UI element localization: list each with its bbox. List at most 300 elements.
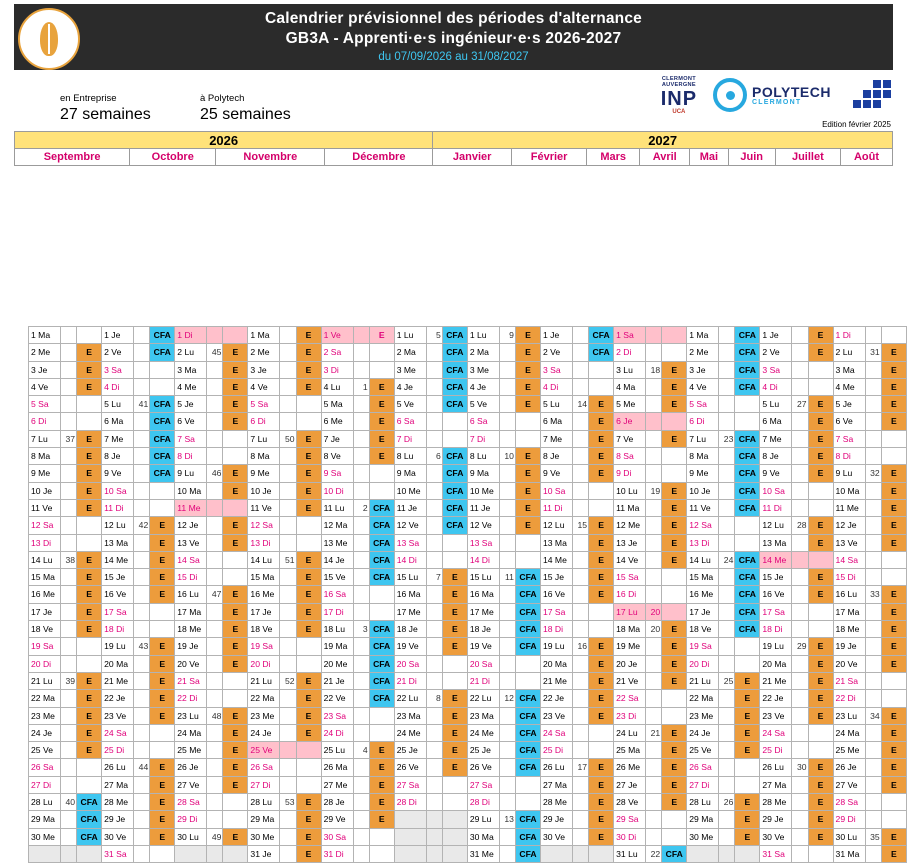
day-status: E	[150, 828, 175, 845]
week-number	[280, 361, 296, 378]
week-number	[61, 707, 77, 724]
week-number	[865, 430, 881, 447]
day-status	[369, 586, 394, 603]
day-status: E	[881, 465, 906, 482]
day-status: E	[77, 603, 102, 620]
week-number	[353, 690, 369, 707]
day-status: E	[296, 811, 321, 828]
week-number	[646, 551, 662, 568]
week-number	[134, 551, 150, 568]
week-number	[865, 672, 881, 689]
day-status	[881, 430, 906, 447]
day-label: 16 Me	[687, 586, 719, 603]
week-number: 1	[353, 378, 369, 395]
day-label: 30 Lu	[833, 828, 865, 845]
week-number	[865, 534, 881, 551]
day-label: 1 Je	[540, 327, 572, 344]
day-status	[808, 499, 833, 516]
day-status: E	[662, 361, 687, 378]
week-number	[61, 448, 77, 465]
week-number	[646, 499, 662, 516]
day-status	[296, 396, 321, 413]
week-number: 40	[61, 794, 77, 811]
day-status: CFA	[515, 724, 540, 741]
day-status: E	[150, 776, 175, 793]
day-status: E	[589, 586, 614, 603]
day-label: 6 Ve	[175, 413, 207, 430]
week-number	[353, 465, 369, 482]
week-number	[573, 551, 589, 568]
day-status: E	[296, 465, 321, 482]
day-status: E	[442, 690, 467, 707]
day-label: 20 Di	[248, 655, 280, 672]
week-number	[61, 690, 77, 707]
week-number	[792, 621, 808, 638]
day-label: 26 Sa	[248, 759, 280, 776]
week-number	[792, 465, 808, 482]
day-status: E	[515, 465, 540, 482]
day-label: 29 Ve	[321, 811, 353, 828]
day-label: 26 Lu	[760, 759, 792, 776]
day-label: 4 Me	[833, 378, 865, 395]
week-number	[792, 776, 808, 793]
day-label: 9 Ma	[467, 465, 499, 482]
week-number	[353, 396, 369, 413]
week-number	[792, 707, 808, 724]
week-number: 3	[353, 621, 369, 638]
calendar-row	[29, 361, 907, 378]
day-label: 25 Di	[102, 742, 134, 759]
day-label: 21 Me	[540, 672, 572, 689]
week-number	[207, 534, 223, 551]
week-number	[865, 845, 881, 862]
day-status: CFA	[150, 327, 175, 344]
day-status	[881, 811, 906, 828]
day-status: E	[223, 724, 248, 741]
day-label: 11 Ve	[687, 499, 719, 516]
week-number	[646, 396, 662, 413]
day-label: 1 Je	[102, 327, 134, 344]
day-label: 29 Sa	[614, 811, 646, 828]
day-status: E	[296, 690, 321, 707]
day-status: E	[442, 707, 467, 724]
day-label: 25 Je	[467, 742, 499, 759]
day-label: 16 Di	[614, 586, 646, 603]
day-label: 9 Ma	[394, 465, 426, 482]
day-status: E	[442, 724, 467, 741]
day-label: 20 Me	[321, 655, 353, 672]
calendar-row	[29, 638, 907, 655]
week-number	[426, 586, 442, 603]
day-status: E	[589, 828, 614, 845]
day-label: 26 Lu	[102, 759, 134, 776]
day-status: CFA	[735, 430, 760, 447]
week-number	[426, 811, 442, 828]
day-label: 12 Ve	[467, 517, 499, 534]
week-number	[280, 378, 296, 395]
day-label: 2 Me	[29, 344, 61, 361]
day-status	[735, 517, 760, 534]
year-row	[15, 132, 893, 149]
week-number	[499, 845, 515, 862]
day-status: CFA	[150, 430, 175, 447]
day-status	[77, 776, 102, 793]
day-label: 15 Lu	[394, 569, 426, 586]
day-status: E	[662, 482, 687, 499]
week-number	[719, 811, 735, 828]
day-label: 25 Lu	[321, 742, 353, 759]
day-label: 14 Me	[102, 551, 134, 568]
day-status	[515, 794, 540, 811]
calendar-row	[29, 655, 907, 672]
day-status: E	[150, 534, 175, 551]
week-number	[207, 430, 223, 447]
day-status	[223, 551, 248, 568]
day-label: 8 Lu	[467, 448, 499, 465]
day-status: CFA	[369, 569, 394, 586]
week-number	[207, 396, 223, 413]
day-status: E	[881, 828, 906, 845]
day-status: E	[296, 794, 321, 811]
header-title-line1: Calendrier prévisionnel des périodes d'alternance	[264, 10, 642, 27]
week-number	[426, 638, 442, 655]
week-number	[865, 603, 881, 620]
day-label: 12 Ma	[321, 517, 353, 534]
day-label: 30 Lu	[175, 828, 207, 845]
week-number: 6	[426, 448, 442, 465]
week-number	[353, 811, 369, 828]
week-number	[207, 517, 223, 534]
day-label: 18 Di	[760, 621, 792, 638]
week-number	[61, 638, 77, 655]
day-label: 1 Ma	[687, 327, 719, 344]
day-status: E	[808, 811, 833, 828]
day-status: E	[77, 690, 102, 707]
week-number	[792, 482, 808, 499]
day-status: CFA	[735, 569, 760, 586]
calendar-row	[29, 724, 907, 741]
year-header-2026: 2026	[15, 132, 433, 149]
day-label: 7 Me	[102, 430, 134, 447]
week-number	[353, 655, 369, 672]
week-number: 39	[61, 672, 77, 689]
week-number: 17	[573, 759, 589, 776]
day-status: CFA	[442, 448, 467, 465]
day-label: 6 Sa	[467, 413, 499, 430]
day-status: E	[662, 794, 687, 811]
day-label: 22 Ma	[687, 690, 719, 707]
day-label: 11 Di	[760, 499, 792, 516]
week-number	[499, 378, 515, 395]
day-label: 28 Lu	[29, 794, 61, 811]
week-number	[865, 396, 881, 413]
week-number	[792, 344, 808, 361]
day-label: 17 Je	[248, 603, 280, 620]
day-status: E	[515, 482, 540, 499]
week-number	[426, 742, 442, 759]
day-status: E	[808, 448, 833, 465]
day-label: 19 Ve	[467, 638, 499, 655]
day-status: E	[589, 534, 614, 551]
day-status: CFA	[442, 344, 467, 361]
month-header-avril: Avril	[640, 149, 690, 166]
day-status: E	[662, 672, 687, 689]
day-status: CFA	[150, 413, 175, 430]
day-label: 27 Ve	[833, 776, 865, 793]
day-label: 10 Je	[248, 482, 280, 499]
day-label: 13 Ma	[102, 534, 134, 551]
day-label: 16 Ve	[760, 586, 792, 603]
day-status: E	[735, 690, 760, 707]
week-number	[646, 638, 662, 655]
week-number	[865, 361, 881, 378]
day-label: 19 Sa	[687, 638, 719, 655]
week-number	[499, 482, 515, 499]
day-status	[735, 776, 760, 793]
week-number	[280, 499, 296, 516]
day-label: 9 Sa	[321, 465, 353, 482]
day-status: E	[808, 638, 833, 655]
day-label: 19 Ma	[321, 638, 353, 655]
week-number: 29	[792, 638, 808, 655]
day-label: 13 Sa	[467, 534, 499, 551]
week-number	[353, 517, 369, 534]
day-label: 10 Ma	[833, 482, 865, 499]
day-status	[442, 655, 467, 672]
day-status	[735, 845, 760, 862]
day-status: E	[808, 396, 833, 413]
week-number	[353, 430, 369, 447]
week-number	[865, 776, 881, 793]
day-label: 25 Ma	[614, 742, 646, 759]
day-label: 5 Lu	[540, 396, 572, 413]
week-number	[792, 690, 808, 707]
day-label: 8 Je	[540, 448, 572, 465]
day-status: E	[223, 396, 248, 413]
day-label: 26 Ve	[467, 759, 499, 776]
day-status: E	[515, 327, 540, 344]
day-status: E	[369, 742, 394, 759]
day-status	[881, 551, 906, 568]
day-label: 5 Ve	[467, 396, 499, 413]
day-label: 9 Lu	[833, 465, 865, 482]
week-number	[865, 413, 881, 430]
day-label: 28 Je	[321, 794, 353, 811]
day-status: E	[223, 759, 248, 776]
day-status	[589, 482, 614, 499]
day-status: E	[808, 430, 833, 447]
day-status: E	[223, 707, 248, 724]
week-number	[134, 742, 150, 759]
week-number	[207, 724, 223, 741]
week-number	[134, 811, 150, 828]
week-number: 31	[865, 344, 881, 361]
day-status: E	[881, 845, 906, 862]
week-number: 41	[134, 396, 150, 413]
week-number	[573, 845, 589, 862]
day-status: E	[589, 448, 614, 465]
day-status: E	[881, 361, 906, 378]
week-number: 51	[280, 551, 296, 568]
week-number	[61, 534, 77, 551]
day-status	[662, 603, 687, 620]
day-status: E	[223, 534, 248, 551]
day-status: E	[515, 517, 540, 534]
day-status	[442, 430, 467, 447]
week-number	[280, 327, 296, 344]
day-label: 23 Lu	[833, 707, 865, 724]
day-status	[223, 327, 248, 344]
week-number	[646, 569, 662, 586]
day-status: E	[369, 811, 394, 828]
day-label: 2 Ma	[394, 344, 426, 361]
day-label: 20 Ma	[102, 655, 134, 672]
week-number	[61, 378, 77, 395]
week-number	[792, 828, 808, 845]
day-status: E	[881, 534, 906, 551]
day-label: 14 Lu	[29, 551, 61, 568]
day-status: E	[296, 361, 321, 378]
day-status: E	[808, 413, 833, 430]
week-number	[61, 845, 77, 862]
day-status: CFA	[369, 655, 394, 672]
day-status: E	[515, 344, 540, 361]
week-number	[792, 430, 808, 447]
day-label	[175, 845, 207, 862]
day-status: E	[662, 396, 687, 413]
week-number	[134, 465, 150, 482]
day-label: 5 Sa	[29, 396, 61, 413]
day-label: 23 Ma	[394, 707, 426, 724]
day-label: 8 Sa	[614, 448, 646, 465]
day-status	[442, 672, 467, 689]
day-status: CFA	[369, 534, 394, 551]
week-number	[280, 413, 296, 430]
day-label: 1 Sa	[614, 327, 646, 344]
week-number: 12	[499, 690, 515, 707]
day-status: E	[223, 586, 248, 603]
day-label: 25 Ve	[687, 742, 719, 759]
day-label: 8 Di	[833, 448, 865, 465]
day-label: 3 Me	[394, 361, 426, 378]
day-label: 3 Lu	[614, 361, 646, 378]
day-label: 18 Ma	[614, 621, 646, 638]
day-label: 3 Di	[321, 361, 353, 378]
day-status: CFA	[442, 499, 467, 516]
day-label: 31 Sa	[102, 845, 134, 862]
day-status: E	[589, 465, 614, 482]
week-number	[573, 621, 589, 638]
month-header-août: Août	[841, 149, 893, 166]
day-label: 28 Ve	[614, 794, 646, 811]
day-status: E	[77, 707, 102, 724]
day-label: 20 Je	[614, 655, 646, 672]
week-number	[719, 603, 735, 620]
day-label: 1 Ma	[248, 327, 280, 344]
day-label: 17 Sa	[760, 603, 792, 620]
day-label: 10 Sa	[760, 482, 792, 499]
day-status: E	[150, 811, 175, 828]
week-number	[280, 690, 296, 707]
day-label: 27 Sa	[394, 776, 426, 793]
day-status: E	[881, 621, 906, 638]
clermont-inp-logo	[661, 76, 697, 115]
inp-main-text: INP	[660, 87, 698, 110]
day-label: 29 Di	[175, 811, 207, 828]
week-number	[426, 361, 442, 378]
week-number	[719, 724, 735, 741]
day-label: 16 Lu	[175, 586, 207, 603]
week-number: 30	[792, 759, 808, 776]
week-number	[792, 603, 808, 620]
day-label: 13 Je	[614, 534, 646, 551]
day-status: CFA	[735, 361, 760, 378]
week-number: 50	[280, 430, 296, 447]
day-label: 11 Lu	[321, 499, 353, 516]
week-number	[573, 499, 589, 516]
week-number	[426, 499, 442, 516]
week-number	[426, 534, 442, 551]
week-number	[646, 776, 662, 793]
day-status: E	[223, 465, 248, 482]
day-status	[296, 742, 321, 759]
day-label: 13 Me	[321, 534, 353, 551]
week-number	[61, 327, 77, 344]
day-label: 4 Di	[760, 378, 792, 395]
day-status: E	[735, 828, 760, 845]
day-status: E	[150, 638, 175, 655]
day-label: 5 Je	[175, 396, 207, 413]
day-status: E	[735, 742, 760, 759]
day-status: E	[881, 742, 906, 759]
week-number	[426, 759, 442, 776]
week-number	[426, 430, 442, 447]
day-status	[589, 361, 614, 378]
week-number	[573, 707, 589, 724]
day-label: 5 Sa	[687, 396, 719, 413]
day-status: E	[296, 482, 321, 499]
polytech-sub-text: CLERMONT	[752, 98, 802, 106]
week-number	[865, 551, 881, 568]
day-status: E	[223, 378, 248, 395]
week-number	[353, 724, 369, 741]
day-label: 8 Je	[102, 448, 134, 465]
day-status: E	[296, 586, 321, 603]
week-number	[499, 759, 515, 776]
day-status: CFA	[515, 621, 540, 638]
calendar-row	[29, 586, 907, 603]
day-status	[77, 327, 102, 344]
day-status	[589, 603, 614, 620]
day-status: E	[296, 707, 321, 724]
week-number	[646, 534, 662, 551]
day-status	[369, 344, 394, 361]
wheat-grain-logo-icon	[18, 8, 80, 70]
day-label: 22 Sa	[614, 690, 646, 707]
calendar-row	[29, 742, 907, 759]
day-status: CFA	[735, 499, 760, 516]
week-number	[646, 378, 662, 395]
week-number	[719, 759, 735, 776]
week-number	[573, 569, 589, 586]
day-label: 15 Je	[540, 569, 572, 586]
day-label: 25 Ve	[248, 742, 280, 759]
day-label: 20 Ma	[760, 655, 792, 672]
week-number	[573, 327, 589, 344]
week-number	[207, 776, 223, 793]
week-number	[207, 378, 223, 395]
week-number	[499, 707, 515, 724]
